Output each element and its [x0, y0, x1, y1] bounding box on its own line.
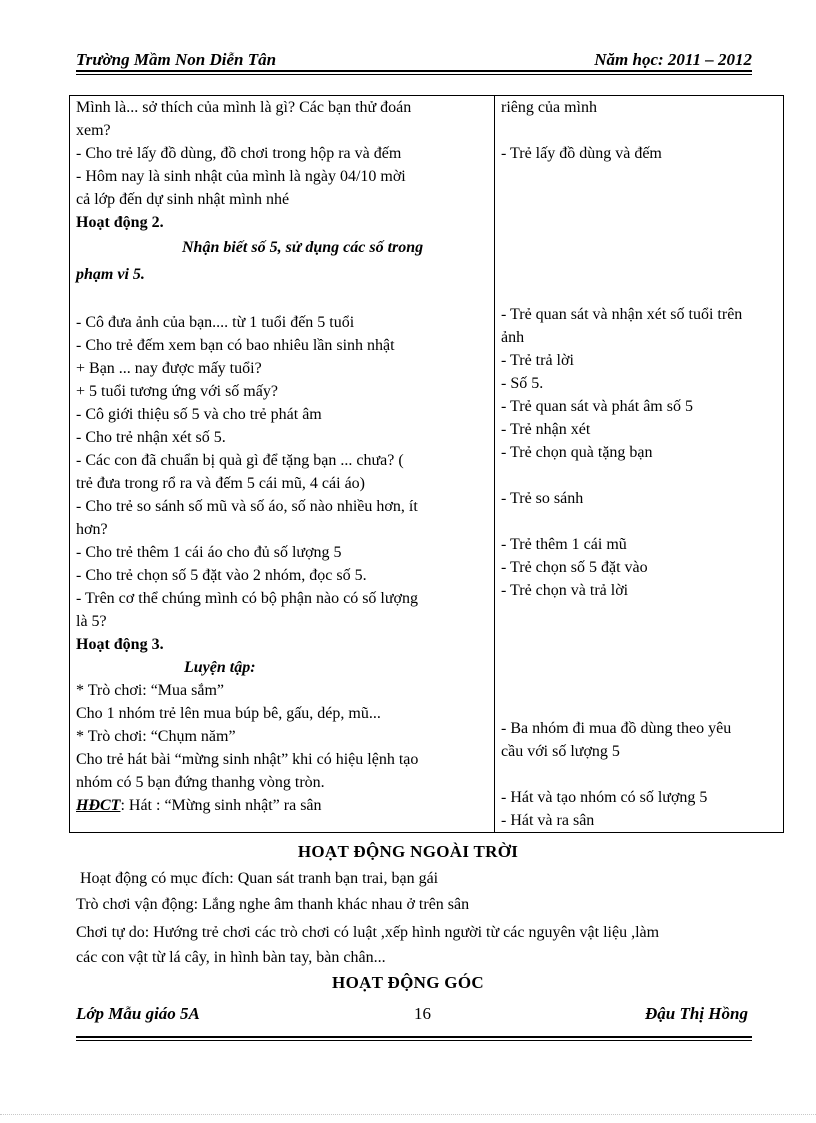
text-line: cả lớp đến dự sinh nhật mình nhé: [76, 191, 290, 208]
text-line: - Cho trẻ lấy đồ dùng, đồ chơi trong hộp ra và đếm: [76, 145, 402, 162]
outdoor-line-1: Hoạt động có mục đích: Quan sát tranh bạn trai, bạn gái: [80, 870, 439, 887]
activity-heading: Hoạt động 2.: [76, 214, 164, 231]
text-line: - Trẻ trả lời: [501, 352, 574, 369]
activity-title: phạm vi 5.: [76, 266, 145, 283]
text-line: - Các con đã chuẩn bị quà gì để tặng bạn ... chưa? (: [76, 452, 404, 469]
text-line: hơn?: [76, 521, 108, 538]
text-line: * Trò chơi: “Chụm năm”: [76, 728, 236, 745]
text-line: - Hát và tạo nhóm có số lượng 5: [501, 789, 708, 806]
school-year: Năm học: 2011 – 2012: [594, 50, 752, 69]
child-activities-cell: [495, 96, 784, 833]
text-line: - Ba nhóm đi mua đồ dùng theo yêu: [501, 720, 732, 737]
text-line: - Trẻ thêm 1 cái mũ: [501, 536, 627, 553]
closing-label: HĐCT: [76, 797, 121, 814]
text-line: + Bạn ... nay được mấy tuổi?: [76, 360, 262, 377]
text-line: - Cô đưa ảnh của bạn.... từ 1 tuổi đến 5 tuổi: [76, 314, 355, 331]
text-line: là 5?: [76, 613, 107, 630]
corner-section-title: HOẠT ĐỘNG GÓC: [332, 973, 484, 992]
text-line: - Hát và ra sân: [501, 812, 595, 829]
text-line: Cho 1 nhóm trẻ lên mua búp bê, gấu, dép, mũ...: [76, 705, 381, 722]
text-line: xem?: [76, 122, 111, 139]
text-line: * Trò chơi: “Mua sắm”: [76, 682, 225, 699]
text-line: - Trẻ chọn số 5 đặt vào: [501, 559, 648, 576]
text-line: ảnh: [501, 329, 525, 346]
text-line: - Trẻ quan sát và nhận xét số tuổi trên: [501, 306, 743, 323]
page-edge-dotted-line: [0, 1114, 816, 1115]
text-line: trẻ đưa trong rổ ra và đếm 5 cái mũ, 4 cái áo): [76, 475, 365, 492]
text-line: - Số 5.: [501, 375, 544, 392]
text-line: Cho trẻ hát bài “mừng sinh nhật” khi có hiệu lệnh tạo: [76, 751, 419, 768]
text-line: riêng của mình: [501, 99, 597, 116]
author-name: Đậu Thị Hồng: [645, 1004, 748, 1023]
header-rule: [76, 70, 752, 72]
page-footer: [76, 1004, 752, 1028]
text-line: - Cô giới thiệu số 5 và cho trẻ phát âm: [76, 406, 322, 423]
footer-rule: [76, 1036, 752, 1038]
lesson-table: [69, 95, 784, 833]
text-line: - Cho trẻ đếm xem bạn có bao nhiêu lần sinh nhật: [76, 337, 395, 354]
text-line: nhóm có 5 bạn đứng thanhg vòng tròn.: [76, 774, 325, 791]
text-line: - Trẻ lấy đồ dùng và đếm: [501, 145, 662, 162]
footer-rule-thin: [76, 1040, 752, 1041]
activity-heading: Hoạt động 3.: [76, 636, 164, 653]
text-line: - Cho trẻ so sánh số mũ và số áo, số nào nhiều hơn, ít: [76, 498, 418, 515]
outdoor-line-3: Chơi tự do: Hướng trẻ chơi các trò chơi có luật ,xếp hình người từ các nguyên vật liệu ,làm: [76, 924, 660, 941]
activity-title: Nhận biết số 5, sử dụng các số trong: [182, 239, 424, 256]
outdoor-section-title: HOẠT ĐỘNG NGOÀI TRỜI: [297, 842, 519, 861]
text-line: - Hôm nay là sinh nhật của mình là ngày 04/10 mời: [76, 168, 406, 185]
closing-text: : Hát : “Mừng sinh nhật” ra sân: [120, 797, 322, 814]
text-line: cầu với số lượng 5: [501, 743, 620, 760]
text-line: - Cho trẻ chọn số 5 đặt vào 2 nhóm, đọc số 5.: [76, 567, 367, 584]
header-rule-thin: [76, 74, 752, 75]
class-name: Lớp Mẫu giáo 5A: [76, 1004, 200, 1023]
page-number: 16: [414, 1004, 431, 1023]
text-line: - Trẻ so sánh: [501, 490, 584, 507]
page-header: [76, 50, 752, 72]
text-line: - Cho trẻ thêm 1 cái áo cho đủ số lượng 5: [76, 544, 342, 561]
text-line: - Cho trẻ nhận xét số 5.: [76, 429, 226, 446]
text-line: - Trẻ chọn và trả lời: [501, 582, 629, 599]
text-line: - Trẻ quan sát và phát âm số 5: [501, 398, 693, 415]
text-line: - Trẻ chọn quà tặng bạn: [501, 444, 653, 461]
school-name: Trường Mầm Non Diễn Tân: [76, 50, 277, 69]
outdoor-line-2: Trò chơi vận động: Lắng nghe âm thanh khác nhau ở trên sân: [76, 896, 470, 913]
text-line: Mình là... sở thích của mình là gì? Các bạn thử đoán: [76, 99, 412, 116]
outdoor-line-4: các con vật từ lá cây, in hình bàn tay, bàn chân...: [76, 949, 386, 966]
activity-title: Luyện tập:: [184, 659, 256, 676]
text-line: - Trẻ nhận xét: [501, 421, 591, 438]
table-row: [70, 96, 784, 833]
closing-line: [76, 794, 488, 817]
text-line: + 5 tuổi tương ứng với số mấy?: [76, 383, 278, 400]
teacher-activities-cell: [70, 96, 495, 833]
text-line: - Trên cơ thể chúng mình có bộ phận nào có số lượng: [76, 590, 418, 607]
